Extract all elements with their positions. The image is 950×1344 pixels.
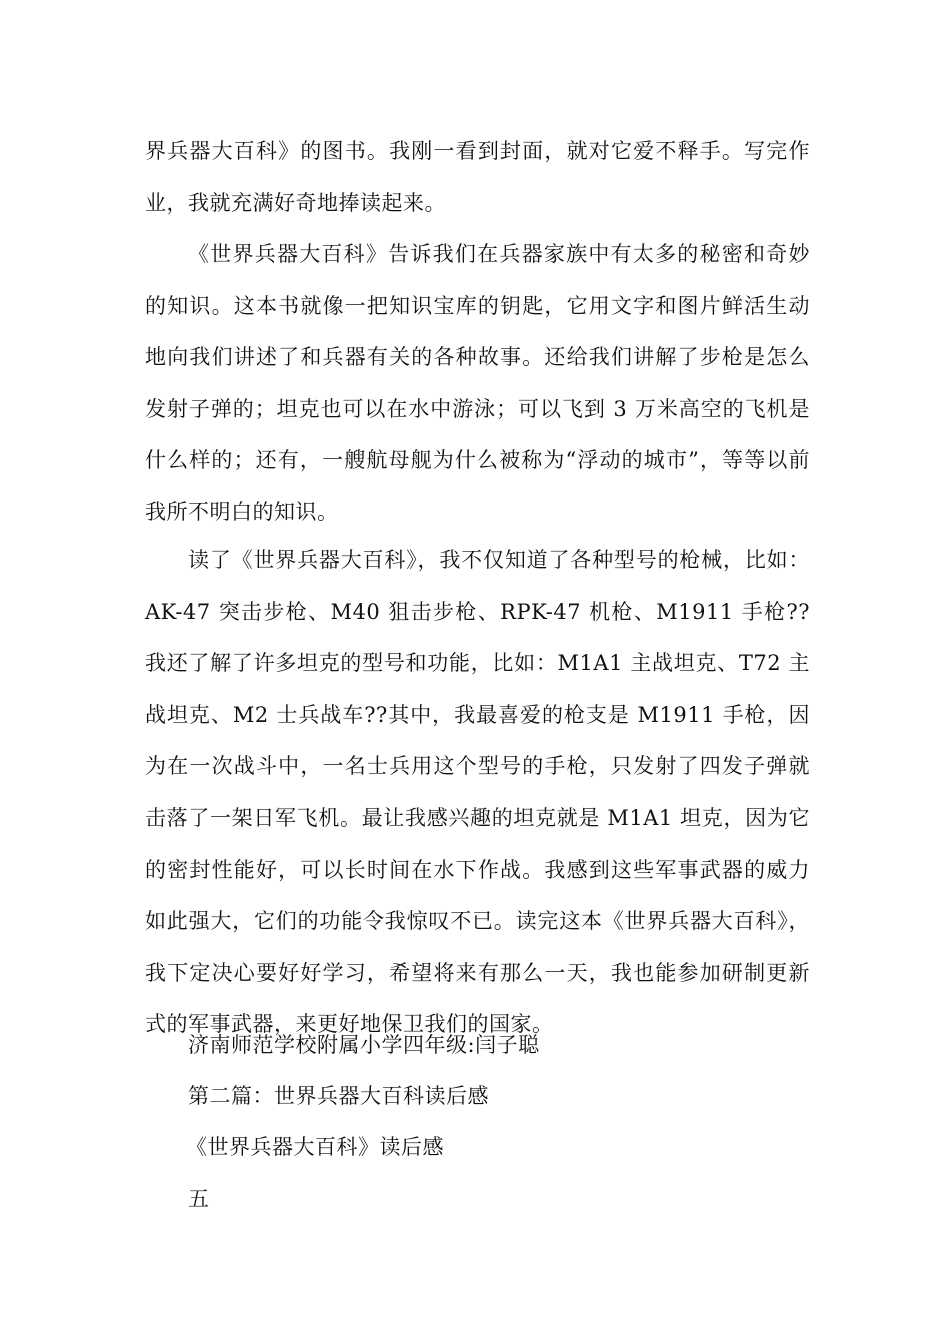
paragraph-intro-continuation: 界兵器大百科》的图书。我刚一看到封面，就对它爱不释手。写完作业，我就充满好奇地捧读起来。 bbox=[145, 139, 810, 215]
paragraph-weapons-detail: 读了《世界兵器大百科》，我不仅知道了各种型号的枪械，比如：AK-47 突击步枪、M40 狙击步枪、RPK-47 机枪、M1911 手枪??我还了解了许多坦克的型号和功能，比如：M1A1 主战坦克、T72 主战坦克、M2 士兵战车??其中，我最喜爱的枪支是 M1911 手枪，因为在一次战斗中，一名士兵用这个型号的手枪，只发射了四发子弹就击落了一架日军飞机。最让我感兴趣的坦克就是 M1A1 坦克，因为它的密封性能好，可以长时间在水下作战。我感到这些军事武器的威力如此强大，它们的功能令我惊叹不已。读完这本《世界兵器大百科》，我下定决心要好好学习，希望将来有那么一天，我也能参加研制更新式的军事武器，来更好地保卫我们的国家。 bbox=[145, 548, 810, 1037]
author-signature: 济南师范学校附属小学四年级:闫子聪 bbox=[188, 1033, 540, 1057]
paragraph-book-description: 《世界兵器大百科》告诉我们在兵器家族中有太多的秘密和奇妙的知识。这本书就像一把知识宝库的钥匙，它用文字和图片鲜活生动地向我们讲述了和兵器有关的各种故事。还给我们讲解了步枪是怎么发射子弹的；坦克也可以在水中游泳；可以飞到 3 万米高空的飞机是什么样的；还有，一艘航母舰为什么被称为“浮动的城市”，等等以前我所不明白的知识。 bbox=[145, 242, 810, 524]
article-subtitle: 《世界兵器大百科》读后感 bbox=[186, 1135, 444, 1159]
trailing-character: 五 bbox=[188, 1187, 210, 1211]
section-heading: 第二篇：世界兵器大百科读后感 bbox=[188, 1084, 489, 1108]
